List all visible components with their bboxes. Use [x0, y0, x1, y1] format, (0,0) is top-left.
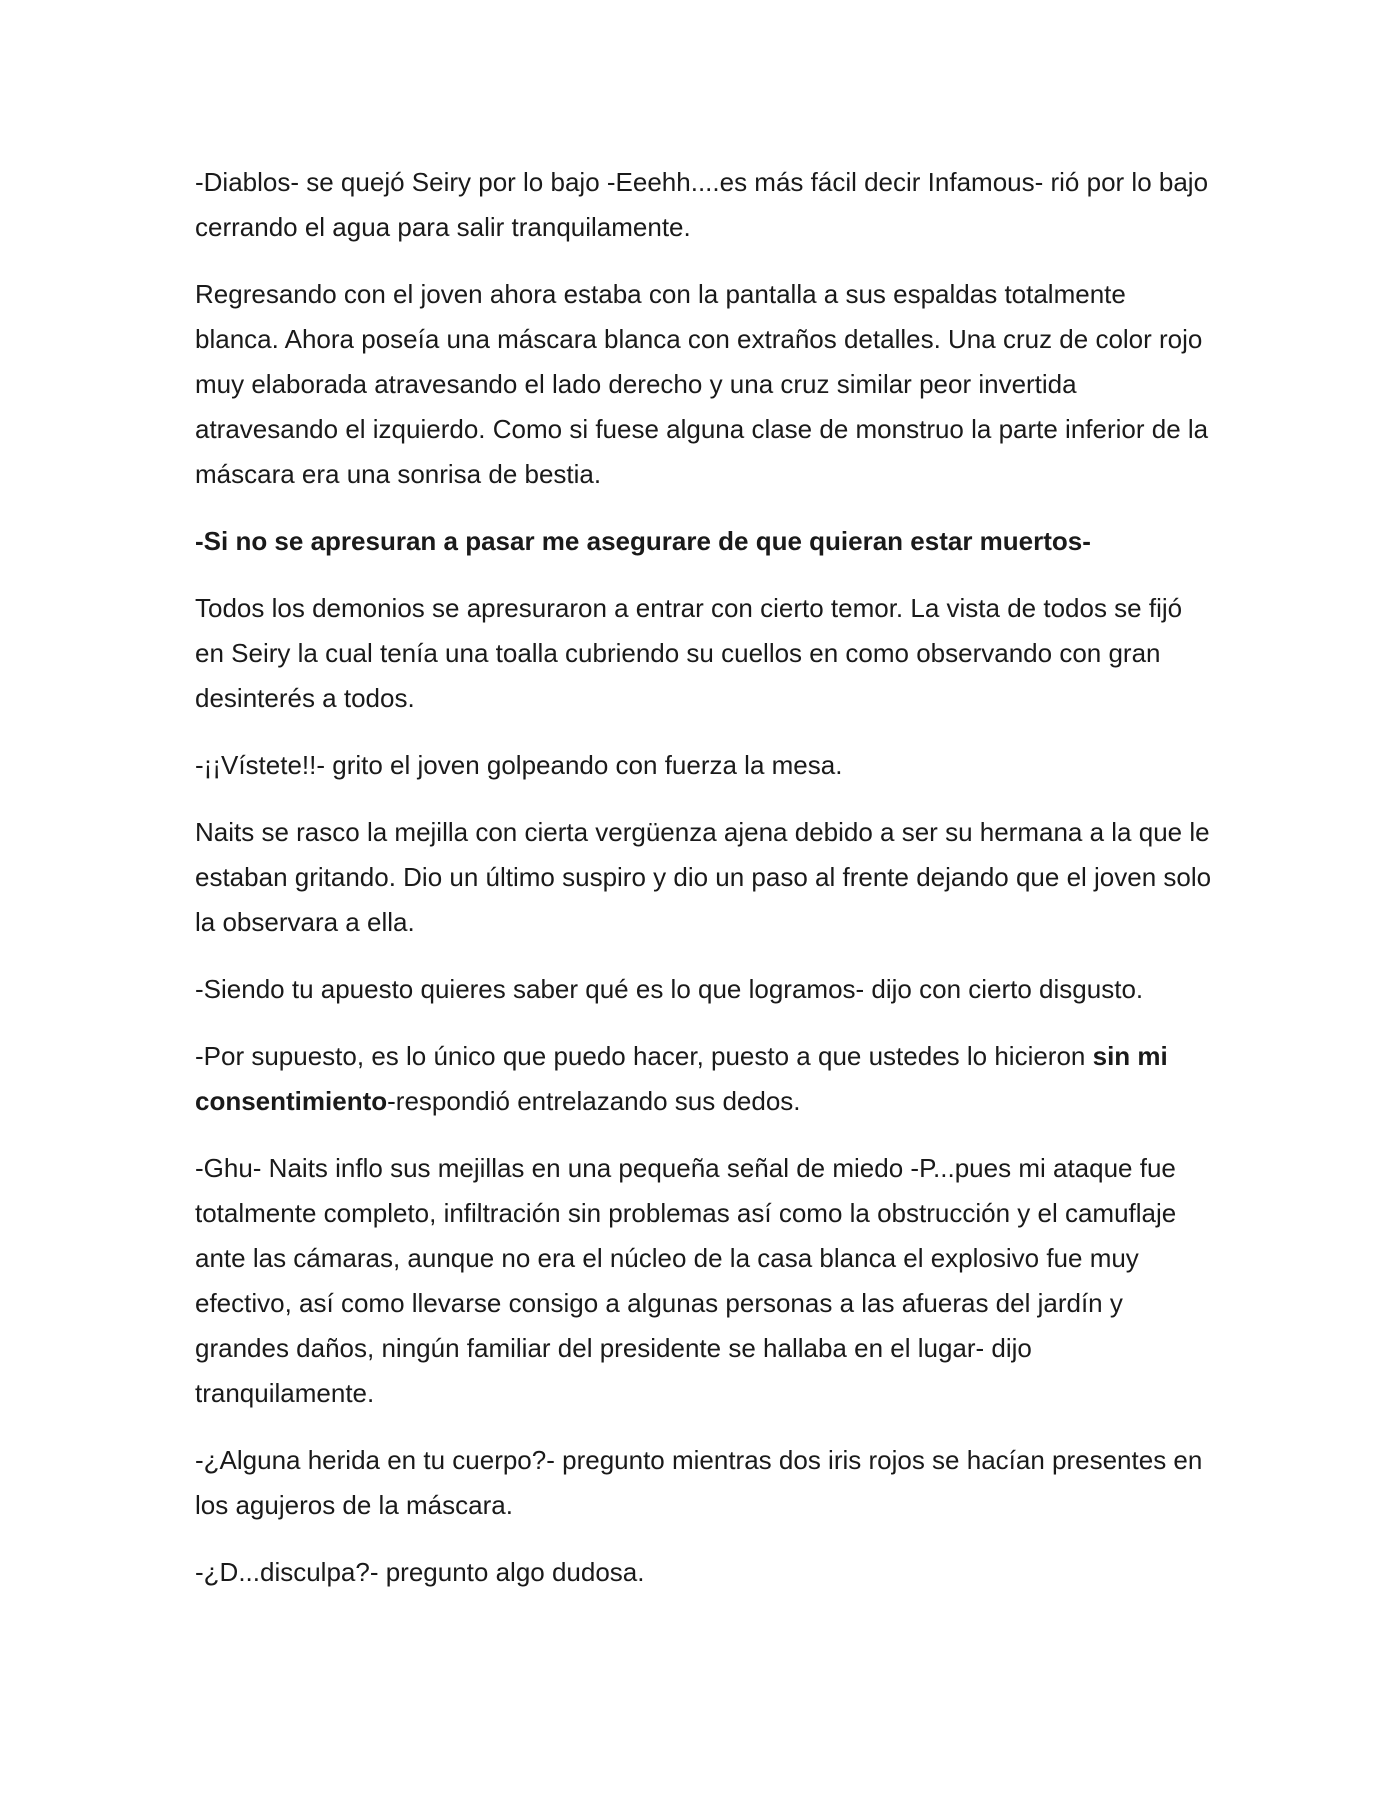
paragraph-mixed [195, 1034, 1215, 1124]
paragraph: -Siendo tu apuesto quieres saber qué es lo que logramos- dijo con cierto disgusto. [195, 974, 1144, 1004]
paragraph-bold-dialogue: -Si no se apresuran a pasar me asegurare de que quieran estar muertos- [195, 526, 1091, 556]
paragraph: -Diablos- se quejó Seiry por lo bajo -Eeehh....es más fácil decir Infamous- rió por lo bajo cerrando el agua para salir tranquilamente. [195, 167, 1209, 242]
paragraph: -Ghu- Naits inflo sus mejillas en una pequeña señal de miedo -P...pues mi ataque fue totalmente completo, infiltración sin problemas así como la obstrucción y el camuflaje ante las cámaras, aunque no era el núcleo de la casa blanca el explosivo fue muy efectivo, así como llevarse consigo a algunas personas a las afueras del jardín y grandes daños, ningún familiar del presidente se hallaba en el lugar- dijo tranquilamente. [195, 1153, 1177, 1408]
paragraph: -¡¡Vístete!!- grito el joven golpeando con fuerza la mesa. [195, 750, 843, 780]
document-body [195, 160, 1215, 1617]
paragraph: -¿D...disculpa?- pregunto algo dudosa. [195, 1557, 645, 1587]
paragraph: -¿Alguna herida en tu cuerpo?- pregunto mientras dos iris rojos se hacían presentes en los agujeros de la máscara. [195, 1445, 1203, 1520]
bold-phrase: sin mi consentimiento [195, 1041, 1168, 1116]
paragraph: Regresando con el joven ahora estaba con la pantalla a sus espaldas totalmente blanca. Ahora poseía una máscara blanca con extraños detalles. Una cruz de color rojo muy elaborada atravesando el lado derecho y una cruz similar peor invertida atravesando el izquierdo. Como si fuese alguna clase de monstruo la parte inferior de la máscara era una sonrisa de bestia. [195, 279, 1209, 489]
paragraph-lead-text: -Por supuesto, es lo único que puedo hacer, puesto a que ustedes lo hicieron [195, 1041, 1093, 1071]
paragraph-tail-text: -respondió entrelazando sus dedos. [387, 1086, 801, 1116]
paragraph: Todos los demonios se apresuraron a entrar con cierto temor. La vista de todos se fijó en Seiry la cual tenía una toalla cubriendo su cuellos en como observando con gran desinterés a todos. [195, 593, 1183, 713]
paragraph: Naits se rasco la mejilla con cierta vergüenza ajena debido a ser su hermana a la que le estaban gritando. Dio un último suspiro y dio un paso al frente dejando que el joven solo la observara a ella. [195, 817, 1212, 937]
